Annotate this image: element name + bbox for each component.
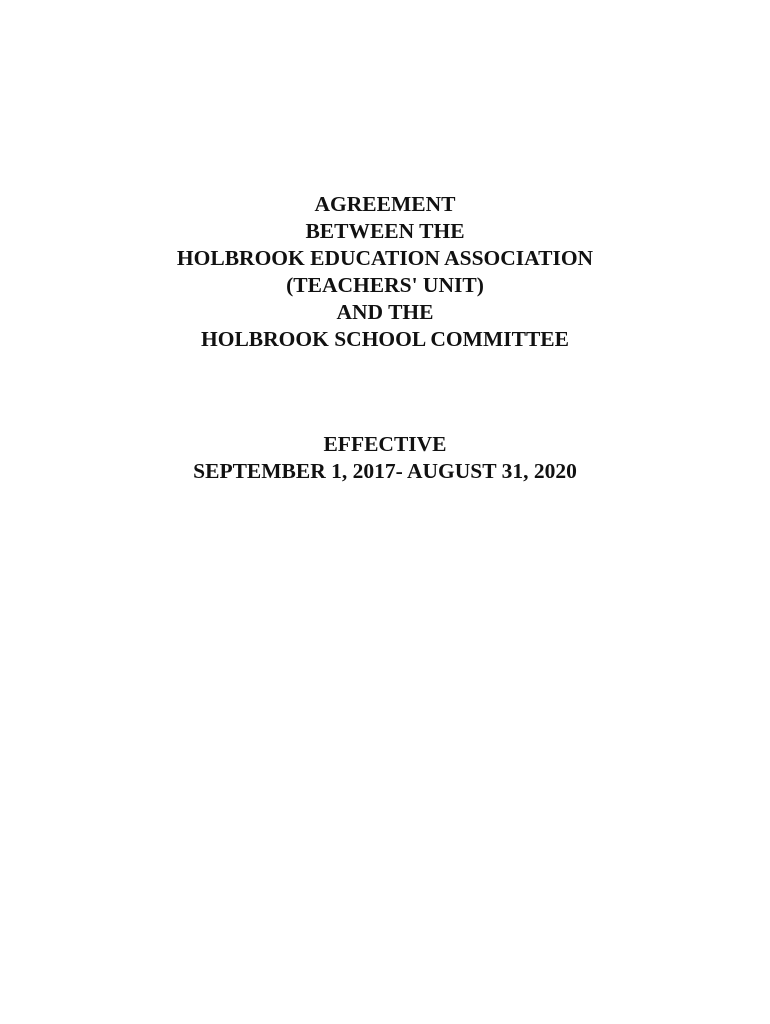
title-line-and-the: AND THE	[336, 300, 434, 324]
title-line-association: HOLBROOK EDUCATION ASSOCIATION	[176, 246, 594, 270]
effective-dates: SEPTEMBER 1, 2017- AUGUST 31, 2020	[193, 459, 577, 483]
agreement-title-block	[0, 191, 770, 353]
title-line-agreement: AGREEMENT	[314, 192, 456, 216]
title-line-between: BETWEEN THE	[305, 219, 465, 243]
title-line-committee: HOLBROOK SCHOOL COMMITTEE	[201, 327, 569, 351]
effective-date-block	[0, 431, 770, 485]
title-line-unit: (TEACHERS' UNIT)	[286, 273, 484, 297]
effective-label: EFFECTIVE	[323, 432, 447, 456]
